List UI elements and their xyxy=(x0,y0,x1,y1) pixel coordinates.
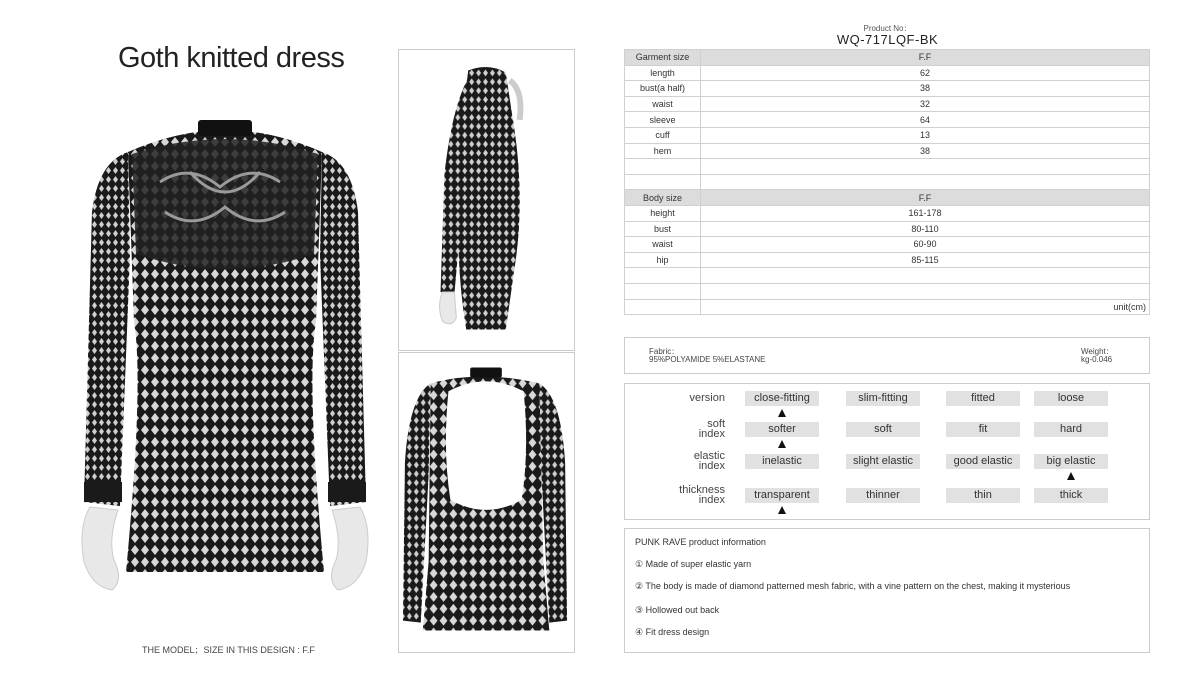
fit-option: close-fitting xyxy=(745,391,819,406)
back-view-photo xyxy=(398,352,575,653)
table-row xyxy=(625,127,1150,143)
table-cell: height xyxy=(625,205,701,221)
fit-option: thin xyxy=(946,488,1020,503)
fabric-composition: 95%POLYAMIDE 5%ELASTANE xyxy=(649,355,766,364)
side-view-photo xyxy=(398,49,575,351)
selected-indicator-arrow xyxy=(1067,472,1075,480)
table-row xyxy=(625,205,1150,221)
weight-value: kg-0.046 xyxy=(1081,355,1113,364)
table-cell: 13 xyxy=(701,127,1150,143)
fit-row-label xyxy=(625,451,725,471)
table-header-cell: F.F xyxy=(701,50,1150,66)
table-cell xyxy=(701,268,1150,284)
table-cell xyxy=(701,159,1150,175)
table-cell xyxy=(625,299,701,315)
fit-option: thick xyxy=(1034,488,1108,503)
table-cell: waist xyxy=(625,96,701,112)
fit-option: good elastic xyxy=(946,454,1020,469)
table-row xyxy=(625,174,1150,190)
fit-option: big elastic xyxy=(1034,454,1108,469)
fit-option: fit xyxy=(946,422,1020,437)
fit-row-label-line: soft xyxy=(707,418,725,430)
selected-indicator-arrow xyxy=(778,506,786,514)
unit-label: unit(cm) xyxy=(701,299,1150,315)
size-chart-table xyxy=(624,49,1150,315)
fit-option: hard xyxy=(1034,422,1108,437)
info-item-4: ④ Fit dress design xyxy=(635,627,710,637)
table-cell: hem xyxy=(625,143,701,159)
table-cell: 161-178 xyxy=(701,205,1150,221)
table-header-cell: Garment size xyxy=(625,50,701,66)
table-cell xyxy=(625,159,701,175)
fit-row-label-line: elastic xyxy=(693,450,725,462)
fit-option: softer xyxy=(745,422,819,437)
fabric-weight-box xyxy=(624,337,1150,374)
info-item-1: ① Made of super elastic yarn xyxy=(635,559,752,569)
fit-option: loose xyxy=(1034,391,1108,406)
table-cell xyxy=(625,283,701,299)
product-info-box xyxy=(624,528,1150,653)
table-cell: 38 xyxy=(701,81,1150,97)
fit-row-label xyxy=(625,485,725,505)
fit-row-label-line: index xyxy=(698,460,725,472)
table-cell: 38 xyxy=(701,143,1150,159)
table-row xyxy=(625,143,1150,159)
table-cell: 62 xyxy=(701,65,1150,81)
table-cell: waist xyxy=(625,237,701,253)
table-header-cell: F.F xyxy=(701,190,1150,206)
fit-option: soft xyxy=(846,422,920,437)
fit-option: thinner xyxy=(846,488,920,503)
table-cell: 32 xyxy=(701,96,1150,112)
front-view-photo xyxy=(70,112,380,600)
fit-row-label-line: version xyxy=(689,392,725,404)
table-cell: 64 xyxy=(701,112,1150,128)
fit-option: fitted xyxy=(946,391,1020,406)
table-row xyxy=(625,268,1150,284)
table-cell: 80-110 xyxy=(701,221,1150,237)
info-item-2: ② The body is made of diamond patterned mesh fabric, with a vine pattern on the chest, making it mysterious xyxy=(635,581,1071,591)
table-row xyxy=(625,112,1150,128)
table-cell xyxy=(701,283,1150,299)
table-cell: bust xyxy=(625,221,701,237)
garment-size-header-row xyxy=(625,50,1150,66)
table-cell xyxy=(625,174,701,190)
weight-label: Weight： xyxy=(1081,347,1114,356)
table-row xyxy=(625,221,1150,237)
table-cell: hip xyxy=(625,252,701,268)
page-title: Goth knitted dress xyxy=(118,42,345,74)
fit-option: slight elastic xyxy=(846,454,920,469)
fabric-label: Fabric： xyxy=(649,347,680,356)
fit-row-label-line: index xyxy=(698,494,725,506)
table-cell xyxy=(625,268,701,284)
table-row xyxy=(625,237,1150,253)
table-row xyxy=(625,159,1150,175)
table-cell: sleeve xyxy=(625,112,701,128)
table-row xyxy=(625,96,1150,112)
table-cell: length xyxy=(625,65,701,81)
table-row xyxy=(625,65,1150,81)
table-row xyxy=(625,283,1150,299)
product-info-title: PUNK RAVE product information xyxy=(635,537,766,547)
selected-indicator-arrow xyxy=(778,440,786,448)
selected-indicator-arrow xyxy=(778,409,786,417)
table-row xyxy=(625,252,1150,268)
fit-row-label-line: index xyxy=(698,428,725,440)
fit-option: transparent xyxy=(745,488,819,503)
fit-row-label xyxy=(625,393,725,403)
table-cell: 85-115 xyxy=(701,252,1150,268)
product-number-label: Product No： xyxy=(863,24,912,33)
model-size-note: THE MODEL；SIZE IN THIS DESIGN : F.F xyxy=(142,645,315,655)
table-header-cell: Body size xyxy=(625,190,701,206)
fit-option: inelastic xyxy=(745,454,819,469)
fit-row-label xyxy=(625,419,725,439)
table-cell: 60-90 xyxy=(701,237,1150,253)
body-size-header-row xyxy=(625,190,1150,206)
table-cell: bust(a half) xyxy=(625,81,701,97)
fit-row-label-line: thickness xyxy=(679,484,725,496)
fit-index-box xyxy=(624,383,1150,520)
info-item-3: ③ Hollowed out back xyxy=(635,605,720,615)
table-row xyxy=(625,81,1150,97)
table-row xyxy=(625,299,1150,315)
table-cell: cuff xyxy=(625,127,701,143)
table-cell xyxy=(701,174,1150,190)
fit-option: slim-fitting xyxy=(846,391,920,406)
product-number: WQ-717LQF-BK xyxy=(836,32,939,47)
